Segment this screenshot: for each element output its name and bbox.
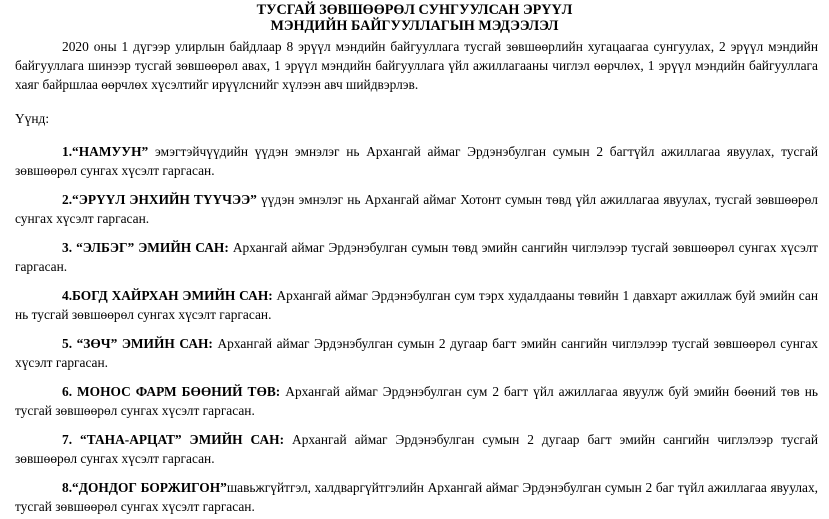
list-item (15, 142, 818, 180)
item-text: Архангай аймаг Эрдэнэбулган сум 2 багт үйл ажиллагаа явуулж буй эмийн бөөний төв нь тусгай зөвшөөрөл сунгах хүсэлт гаргасан. (15, 384, 819, 418)
item-text: Архангай аймаг Эрдэнэбулган сумын 2 дугаар багт эмийн сангийн чиглэлээр тусгай зөвшөөрөл сунгах хүсэлт гаргасан. (15, 336, 818, 370)
item-name: 7. “ТАНА-АРЦАТ” ЭМИЙН САН: (62, 432, 285, 447)
item-text: эмэгтэйчүүдийн үүдэн эмнэлэг нь Архангай аймаг Эрдэнэбулган сумын 2 багтүйл ажиллагаа явуулах, тусгай зөвшөөрөл сунгах хүсэлт гаргасан. (15, 144, 818, 178)
item-text: шавьжгүйтгэл, халдваргүйтгэлийн Архангай аймаг Эрдэнэбулган сумын 2 баг түйл ажиллагаа явуулах, тусгай зөвшөөрөл сунгах хүсэлт гаргасан. (15, 480, 818, 514)
intro-paragraph: 2020 оны 1 дүгээр улирлын байдлаар 8 эрүүл мэндийн байгууллага тусгай зөвшөөрлийн хугацаагаа сунгуулах, 2 эрүүл мэндийн байгууллага шинээр тусгай зөвшөөрөл авах, 1 эрүүл мэндийн байгууллага үйл ажиллагааны чиглэл өөрчлөх, 1 эрүүл мэндийн байгууллага хаяг байршлаа өөрчлөх хүсэлтийг ирүүлснийг хүлээн авч шийдвэрлэв. (15, 39, 818, 92)
list-item (15, 478, 818, 516)
item-text: Архангай аймаг Эрдэнэбулган сумын төвд эмийн сангийн чиглэлээр тусгай зөвшөөрөл сунгах хүсэлт гаргасан. (15, 240, 818, 274)
item-text: үүдэн эмнэлэг нь Архангай аймаг Хотонт сумын төвд үйл ажиллагаа явуулах, тусгай зөвшөөрөл сунгах хүсэлт гаргасан. (15, 192, 818, 226)
item-text: Архангай аймаг Эрдэнэбулган сумын 2 дугаар багт эмийн сангийн чиглэлээр тусгай зөвшөөрөл сунгах хүсэлт гаргасан. (15, 432, 818, 466)
list-item (15, 382, 818, 420)
list-item (15, 238, 818, 276)
document-title-line2: МЭНДИЙН БАЙГУУЛЛАГЫН МЭДЭЭЛЭЛ (270, 18, 559, 34)
document-title-line1: ТУСГАЙ ЗӨВШӨӨРӨЛ СУНГУУЛСАН ЭРҮҮЛ (256, 2, 573, 18)
item-name: 3. “ЭЛБЭГ” ЭМИЙН САН: (62, 240, 229, 255)
list-item (15, 430, 818, 468)
item-name: 2.“ЭРҮҮЛ ЭНХИЙН ТҮҮЧЭЭ” (62, 192, 257, 207)
item-name: 6. МОНОС ФАРМ БӨӨНИЙ ТӨВ: (62, 384, 281, 399)
list-item (15, 190, 818, 228)
item-text: Архангай аймаг Эрдэнэбулган сум тэрх худалдааны төвийн 1 давхарт ажиллаж буй эмийн сан нь тусгай зөвшөөрөл сунгах хүсэлт гаргасан. (15, 288, 818, 322)
section-label: Үүнд: (15, 111, 50, 126)
item-name: 1.“НАМУУН” (62, 144, 149, 159)
item-name: 8.“ДОНДОГ БОРЖИГОН” (62, 480, 227, 495)
item-name: 4.БОГД ХАЙРХАН ЭМИЙН САН: (62, 288, 273, 303)
list-item (15, 286, 818, 324)
list-item (15, 334, 818, 372)
item-name: 5. “ЗӨЧ” ЭМИЙН САН: (62, 336, 213, 351)
